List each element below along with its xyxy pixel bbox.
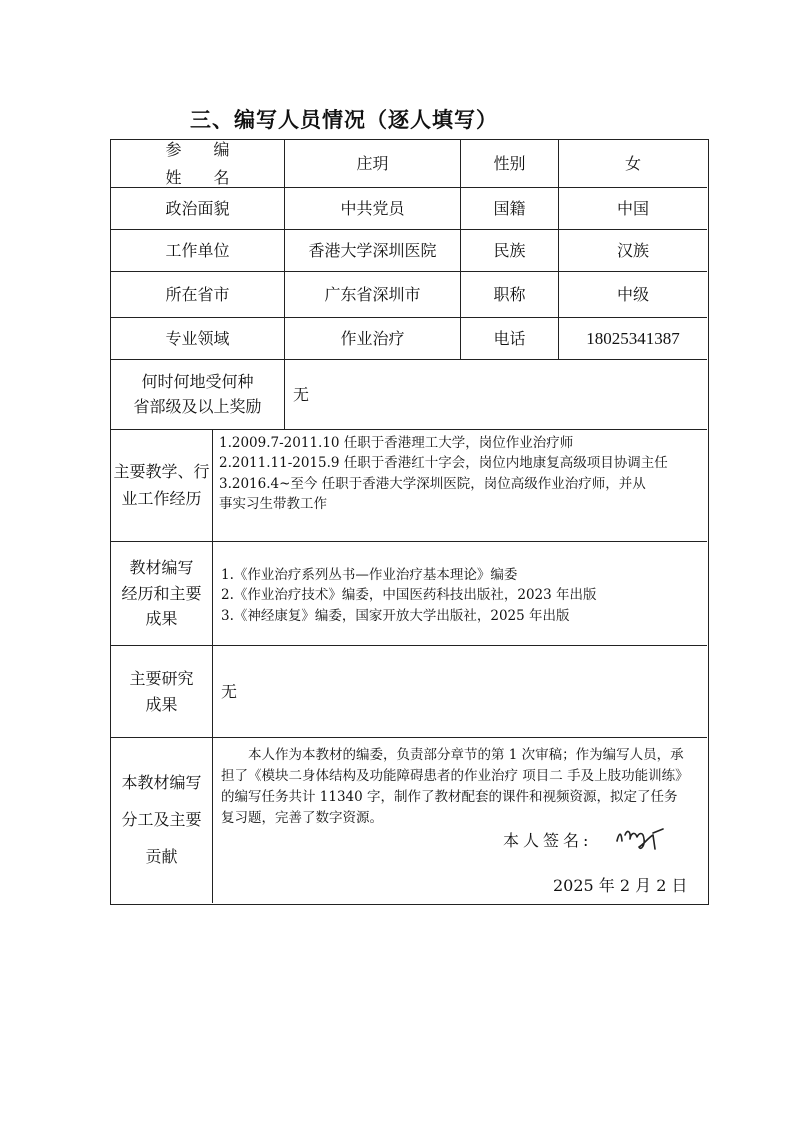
political-value: 中共党员 — [285, 188, 461, 230]
materials-label-line-3: 成果 — [145, 609, 178, 629]
name-label-top: 参 编 — [165, 139, 230, 159]
contribution-content — [213, 738, 707, 903]
phone-value: 18025341387 — [559, 318, 707, 360]
experience-label-line-2: 业工作经历 — [121, 488, 202, 508]
title-label: 职称 — [461, 272, 559, 318]
contribution-text: 本人作为本教材的编委，负责部分章节的第 1 次审稿；作为编写人员，承担了《模块二身体结构及功能障碍患者的作业治疗 项目二 手及上肢功能训练》的编写任务共计 11340 字，制作了教材配套的课件和视频资源，拟定了任务复习题，完善了数字资源。 — [221, 747, 689, 826]
ethnicity-value: 汉族 — [559, 230, 707, 272]
experience-line-3: 3.2016.4~至今 任职于香港大学深圳医院，岗位高级作业治疗师，并从 — [219, 475, 646, 492]
phone-label: 电话 — [461, 318, 559, 360]
experience-label-cell — [111, 430, 213, 542]
materials-line-3: 3.《神经康复》编委，国家开放大学出版社，2025 年出版 — [221, 607, 570, 624]
materials-content — [213, 542, 707, 646]
nationality-label: 国籍 — [461, 188, 559, 230]
research-label-line-1: 主要研究 — [129, 668, 194, 688]
name-label-bottom: 姓 名 — [165, 167, 230, 187]
experience-content — [213, 430, 707, 542]
contribution-label-line-1: 本教材编写 — [121, 773, 202, 793]
experience-line-4: 事实习生带教工作 — [219, 495, 327, 512]
province-value: 广东省深圳市 — [285, 272, 461, 318]
awards-label-line-1: 何时何地受何种 — [141, 371, 254, 391]
nationality-value: 中国 — [559, 188, 707, 230]
awards-value: 无 — [285, 360, 707, 430]
research-value: 无 — [213, 646, 707, 738]
materials-label-line-2: 经历和主要 — [121, 583, 202, 603]
materials-line-1: 1.《作业治疗系列丛书—作业治疗基本理论》编委 — [221, 567, 518, 583]
work-unit-value: 香港大学深圳医院 — [285, 230, 461, 272]
name-label-cell — [111, 140, 285, 188]
contribution-label-line-3: 贡献 — [145, 846, 178, 866]
contribution-label-line-2: 分工及主要 — [121, 810, 202, 830]
sign-date: 2025 年 2 月 2 日 — [553, 876, 688, 895]
handwritten-signature-icon — [613, 823, 669, 853]
field-label: 专业领域 — [111, 318, 285, 360]
awards-label-line-2: 省部级及以上奖励 — [133, 396, 262, 416]
field-value: 作业治疗 — [285, 318, 461, 360]
province-label: 所在省市 — [111, 272, 285, 318]
author-info-form — [110, 139, 709, 905]
ethnicity-label: 民族 — [461, 230, 559, 272]
experience-line-2: 2.2011.11-2015.9 任职于香港红十字会，岗位内地康复高级项目协调主任 — [219, 455, 668, 472]
materials-label-cell — [111, 542, 213, 646]
name-value: 庄玥 — [285, 140, 461, 188]
contribution-label-cell — [111, 738, 213, 903]
title-value: 中级 — [559, 272, 707, 318]
work-unit-label: 工作单位 — [111, 230, 285, 272]
materials-label-line-1: 教材编写 — [129, 558, 194, 578]
gender-value: 女 — [559, 140, 707, 188]
research-label-line-2: 成果 — [145, 694, 178, 714]
gender-label: 性别 — [461, 140, 559, 188]
signature-label: 本人签名: — [503, 831, 593, 850]
awards-label-cell — [111, 360, 285, 430]
political-label: 政治面貌 — [111, 188, 285, 230]
section-title: 三、编写人员情况（逐人填写） — [190, 108, 498, 132]
experience-line-1: 1.2009.7-2011.10 任职于香港理工大学，岗位作业治疗师 — [219, 435, 574, 451]
materials-line-2: 2.《作业治疗技术》编委，中国医药科技出版社，2023 年出版 — [221, 587, 597, 604]
research-label-cell — [111, 646, 213, 738]
experience-label-line-1: 主要教学、行 — [113, 462, 210, 482]
